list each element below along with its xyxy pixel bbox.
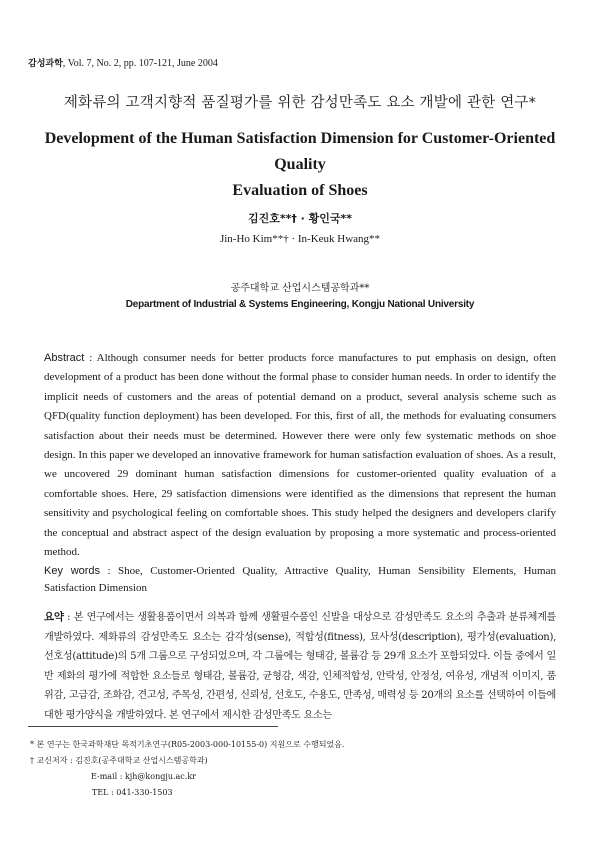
footnotes — [30, 737, 344, 801]
affiliation-korean: 공주대학교 산업시스템공학과** — [230, 283, 370, 294]
abstract — [44, 349, 556, 562]
keywords — [44, 563, 556, 597]
footnote-email: E-mail : kjh@kongju.ac.kr — [91, 772, 197, 781]
affiliation-english: Department of Industrial & Systems Engineering, Kongju National University — [125, 299, 475, 310]
keywords-label: Key words — [44, 565, 101, 577]
summary-label: 요약 — [44, 611, 64, 623]
abstract-text: : Although consumer needs for better products force manufactures to put emphasis on design, often development of a product has been done without the formal phase to consider human needs. In order to identify the implicit needs of customers and the areas of potential demand on a product, several analysis scheme such as QFD(quality function deployment) has been developed. For this, first of all, the methods for evaluating consumers satisfaction about their needs must be determined. However there were only few systematic methods on shoe design. In this paper we developed an innovative framework for human satisfaction evaluation of shoes. As a result, we uncovered 29 dominant human satisfaction dimensions for customer-oriented quality evaluation of a comfortable shoes. Here, 29 satisfaction dimensions were identified as the dimensions that represent the human sensitivity and psychological feeling on comfortable shoes. This study helped the designers and developers clarify the conceptual and abstract aspect of the design evaluation by proposing a more systematic and process-oriented method. — [44, 352, 556, 559]
footnote-funding: * 본 연구는 한국과학재단 목적기초연구(R05-2003-000-10155-0) 지원으로 수행되었음. — [30, 740, 345, 749]
footnote-tel: TEL : 041-330-1503 — [92, 788, 173, 797]
footnote-divider — [28, 726, 278, 727]
journal-name: 감성과학 — [28, 59, 63, 69]
journal-volume-info: , Vol. 7, No. 2, pp. 107-121, June 2004 — [62, 58, 218, 69]
keywords-text: : Shoe, Customer-Oriented Quality, Attractive Quality, Human Sensibility Elements, Human Satisfaction Dimension — [44, 565, 557, 594]
journal-citation — [28, 56, 218, 69]
summary-text: : 본 연구에서는 생활용품이면서 의복과 함께 생활필수품인 신발을 대상으로 감성만족도 요소의 추출과 분류체계를 개발하였다. 제화류의 감성만족도 요소는 감각성(sense), 적합성(fitness), 묘사성(description), 평가성(evaluation), 선호성(attitude)의 5개 그룹으로 구성되었으며, 각 그룹에는 형태감, 볼륨감 등 29개 요소가 포함되었다. 이들 중에서 일반 제화의 평가에 적합한 요소들로 형태감, 볼륨감, 균형감, 색감, 인체적합성, 안락성, 안정성, 여유성, 개념적 이미지, 품위감, 고급감, 조화감, 견고성, 주목성, 간편성, 신뢰성, 선호도, 수용도, 만족성, 매력성 등 20개의 요소를 선택하여 이들에 대한 평가양식을 개발하였다. 본 연구에서 제시한 감성만족도 요소는 — [44, 612, 556, 721]
english-title-line-2: Evaluation of Shoes — [232, 182, 368, 199]
korean-title: 제화류의 고객지향적 품질평가를 위한 감성만족도 요소 개발에 관한 연구* — [63, 95, 537, 111]
authors-korean: 김진호**† · 황인국** — [247, 212, 353, 225]
english-title — [20, 126, 580, 204]
abstract-label: Abstract — [44, 352, 85, 364]
korean-summary — [44, 608, 556, 726]
english-title-line-1: Development of the Human Satisfaction Dimension for Customer-Oriented Quality — [44, 130, 556, 173]
authors-english: Jin-Ho Kim**† · In-Keuk Hwang** — [219, 233, 381, 245]
footnote-corresponding-author: † 교신저자 : 김진호(공주대학교 산업시스템공학과) — [30, 756, 208, 765]
